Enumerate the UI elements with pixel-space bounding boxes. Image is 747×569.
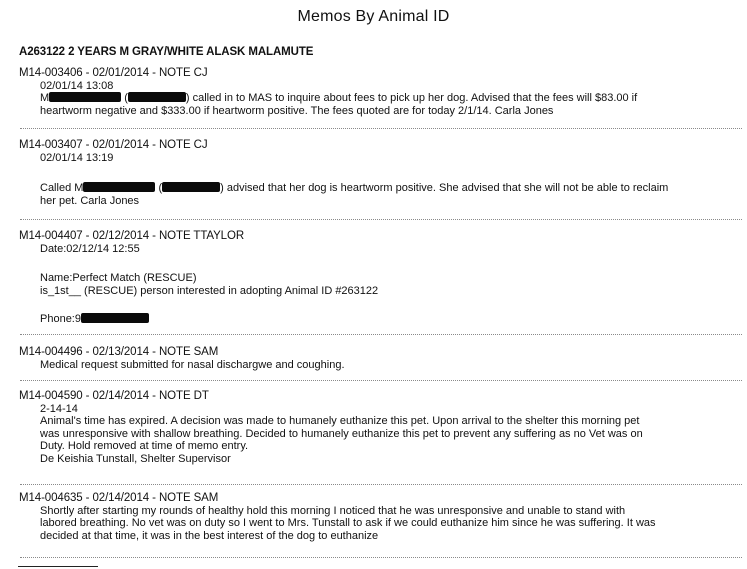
memo-header: M14-004407 - 02/12/2014 - NOTE TTAYLOR: [19, 230, 245, 242]
memo-entry: [19, 346, 741, 371]
memo-text-line: heartworm negative and $333.00 if heartworm positive. The fees quoted are for today 2/1/14. Carla Jones: [40, 104, 554, 117]
memo-text-line: was unresponsive with shallow breathing. Decided to humanely euthanize this pet to prevent any suffering as no Vet was on: [40, 427, 643, 440]
memo-header: M14-004496 - 02/13/2014 - NOTE SAM: [19, 346, 219, 358]
redaction-block: [83, 182, 155, 192]
animal-header: A263122 2 YEARS M GRAY/WHITE ALASK MALAMUTE: [19, 46, 314, 58]
phone-label: Phone:9: [40, 313, 81, 326]
memo-text-mid: (: [155, 182, 163, 195]
memo-divider: [20, 484, 742, 485]
memo-text-line: Duty. Hold removed at time of memo entry.: [40, 440, 249, 453]
memo-text-prefix: M: [40, 92, 50, 105]
page-bottom-rule: [18, 566, 98, 567]
memo-text-after: ) advised that her dog is heartworm positive. She advised that she will not be able to reclaim: [220, 182, 669, 195]
memo-text-line: [40, 182, 741, 195]
redaction-block: [49, 92, 121, 102]
memo-header: M14-003406 - 02/01/2014 - NOTE CJ: [19, 67, 208, 79]
page-title: Memos By Animal ID: [297, 8, 450, 25]
memo-text-after: ) called in to MAS to inquire about fees to pick up her dog. Advised that the fees will $83.00 if: [185, 92, 638, 105]
redaction-block: [81, 313, 149, 323]
memo-text-mid: (: [121, 92, 128, 105]
redaction-block: [128, 92, 186, 102]
memo-text-line: [40, 92, 741, 105]
memo-header: M14-004635 - 02/14/2014 - NOTE SAM: [19, 492, 219, 504]
memo-header: M14-003407 - 02/01/2014 - NOTE CJ: [19, 139, 208, 151]
memo-entry: [19, 390, 741, 466]
memo-name-line: Name:Perfect Match (RESCUE): [40, 272, 197, 285]
memo-text-line: Shortly after starting my rounds of healthy hold this morning I noticed that he was unresponsive and unable to stand with: [40, 504, 626, 517]
memo-divider: [20, 557, 742, 558]
memo-text-line: her pet. Carla Jones: [40, 194, 140, 207]
memo-entry: [19, 139, 741, 207]
memo-phone-line: [40, 313, 741, 326]
memo-timestamp: 02/01/14 13:08: [40, 79, 114, 92]
memo-text-line: De Keishia Tunstall, Shelter Supervisor: [40, 452, 231, 465]
memo-date-line: 2-14-14: [40, 402, 78, 415]
memo-text-line: labored breathing. No vet was on duty so I went to Mrs. Tunstall to ask if we could euthanize him since he was suffering. It was: [40, 517, 656, 530]
memo-divider: [20, 380, 742, 381]
memo-interest-line: is_1st__ (RESCUE) person interested in adopting Animal ID #263122: [40, 284, 379, 297]
redaction-block: [162, 182, 220, 192]
memo-timestamp: 02/01/14 13:19: [40, 151, 114, 164]
memo-entry: [19, 67, 741, 117]
memo-header: M14-004590 - 02/14/2014 - NOTE DT: [19, 390, 209, 402]
memo-divider: [20, 219, 742, 220]
memo-entry: [19, 492, 741, 542]
memo-date-line: Date:02/12/14 12:55: [40, 242, 140, 255]
memo-text-line: decided at that time, it was in the best interest of the dog to euthanize: [40, 529, 379, 542]
memo-text-line: Animal's time has expired. A decision was made to humanely euthanize this pet. Upon arrival to the shelter this morning pet: [40, 415, 640, 428]
memo-text-line: Medical request submitted for nasal dischargwe and coughing.: [40, 358, 345, 371]
memo-divider: [20, 128, 742, 129]
memo-text-prefix: Called M: [40, 182, 84, 195]
memo-divider: [20, 334, 742, 335]
memo-entry: [19, 230, 741, 326]
